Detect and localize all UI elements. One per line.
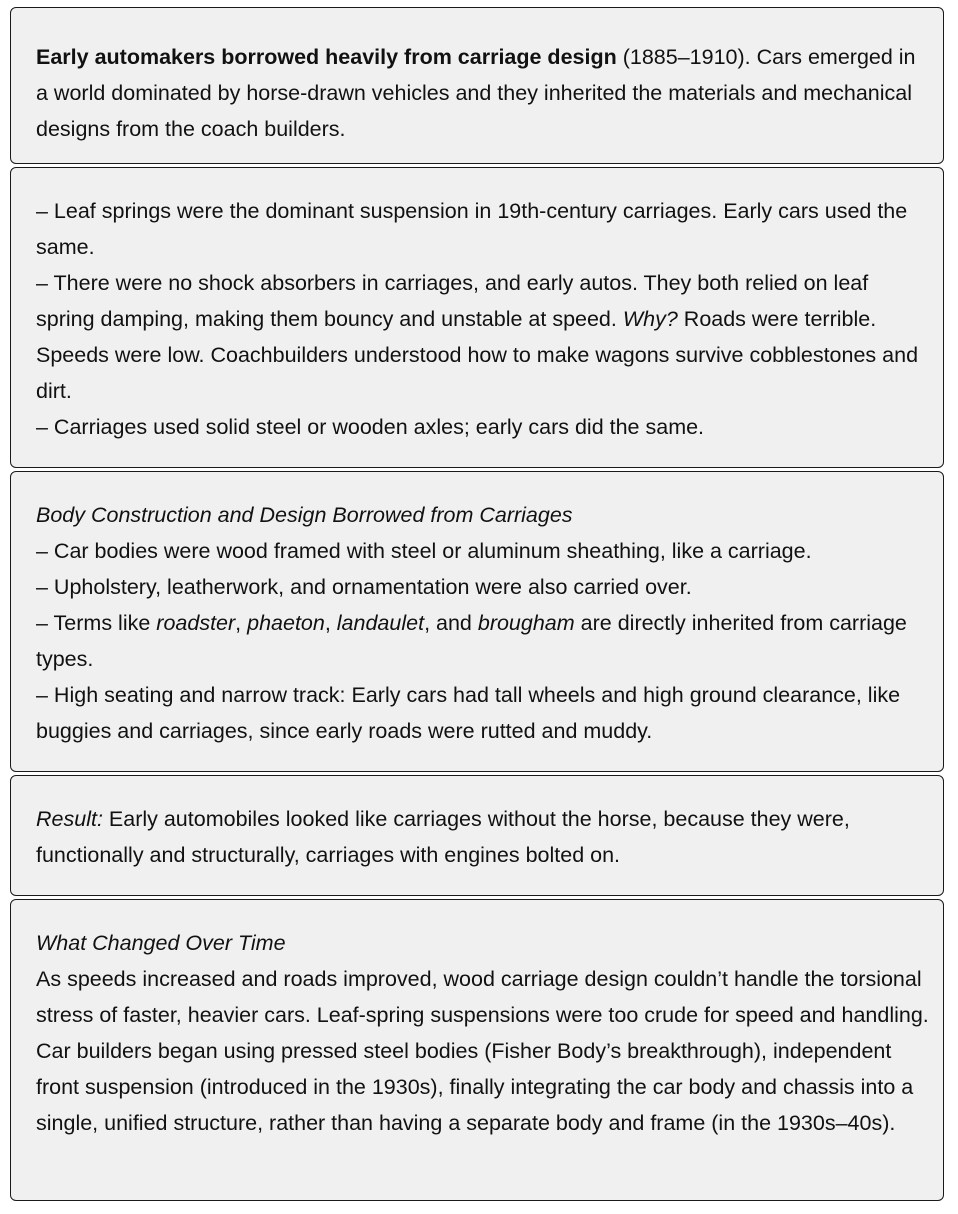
body-item-wood-frame: – Car bodies were wood framed with steel or aluminum sheathing, like a carriage. (36, 539, 812, 563)
suspension-item-leaf-springs: – Leaf springs were the dominant suspension in 19th-century carriages. Early cars used the same. (36, 199, 908, 259)
term-brougham: brougham (477, 611, 575, 635)
suspension-item-axles: – Carriages used solid steel or wooden axles; early cars did the same. (36, 415, 705, 439)
intro-card (10, 7, 944, 164)
intro-paragraph (36, 39, 931, 147)
result-label: Result: (36, 807, 103, 831)
intro-text: (1885–1910). Cars emerged in a world dominated by horse-drawn vehicles and they inherited the materials and mechanical designs from the coach builders. (36, 45, 916, 141)
why-emphasis: Why? (622, 307, 678, 331)
result-paragraph (36, 801, 931, 873)
term-phaeton: phaeton (247, 611, 325, 635)
suspension-card (10, 167, 944, 468)
term-roadster: roadster (156, 611, 236, 635)
body-construction-heading: Body Construction and Design Borrowed from Carriages (36, 503, 573, 527)
body-item-terms (36, 605, 931, 677)
shock-text-before: – There were no shock absorbers in carriages, and early autos. They both relied on leaf spring damping, making them bouncy and unstable at speed. (36, 271, 869, 331)
body-item-high-seating: – High seating and narrow track: Early cars had tall wheels and high ground clearance, like buggies and carriages, since early roads were rutted and muddy. (36, 683, 901, 743)
terms-separator: , (324, 611, 337, 635)
suspension-item-shock-absorbers (36, 265, 931, 409)
changes-text: As speeds increased and roads improved, wood carriage design couldn’t handle the torsional stress of faster, heavier cars. Leaf-spring suspensions were too crude for speed and handling. Car builders began using pressed steel bodies (Fisher Body’s breakthrough), independent front suspension (introduced in the 1930s), finally integrating the car body and chassis into a single, unified structure, rather than having a separate body and frame (in the 1930s–40s). (36, 967, 929, 1135)
term-landaulet: landaulet (336, 611, 425, 635)
terms-prefix: – Terms like (36, 611, 157, 635)
terms-separator: , (235, 611, 248, 635)
body-item-upholstery: – Upholstery, leatherwork, and ornamentation were also carried over. (36, 575, 692, 599)
result-card (10, 775, 944, 896)
intro-heading: Early automakers borrowed heavily from carriage design (36, 45, 617, 69)
changes-card (10, 899, 944, 1201)
terms-suffix: are directly inherited from carriage types. (36, 611, 907, 671)
changes-heading: What Changed Over Time (36, 931, 286, 955)
shock-text-after: Roads were terrible. Speeds were low. Coachbuilders understood how to make wagons survive cobblestones and dirt. (36, 307, 919, 403)
result-text: Early automobiles looked like carriages without the horse, because they were, functionally and structurally, carriages with engines bolted on. (36, 807, 850, 867)
terms-separator: , and (424, 611, 478, 635)
body-construction-card (10, 471, 944, 772)
